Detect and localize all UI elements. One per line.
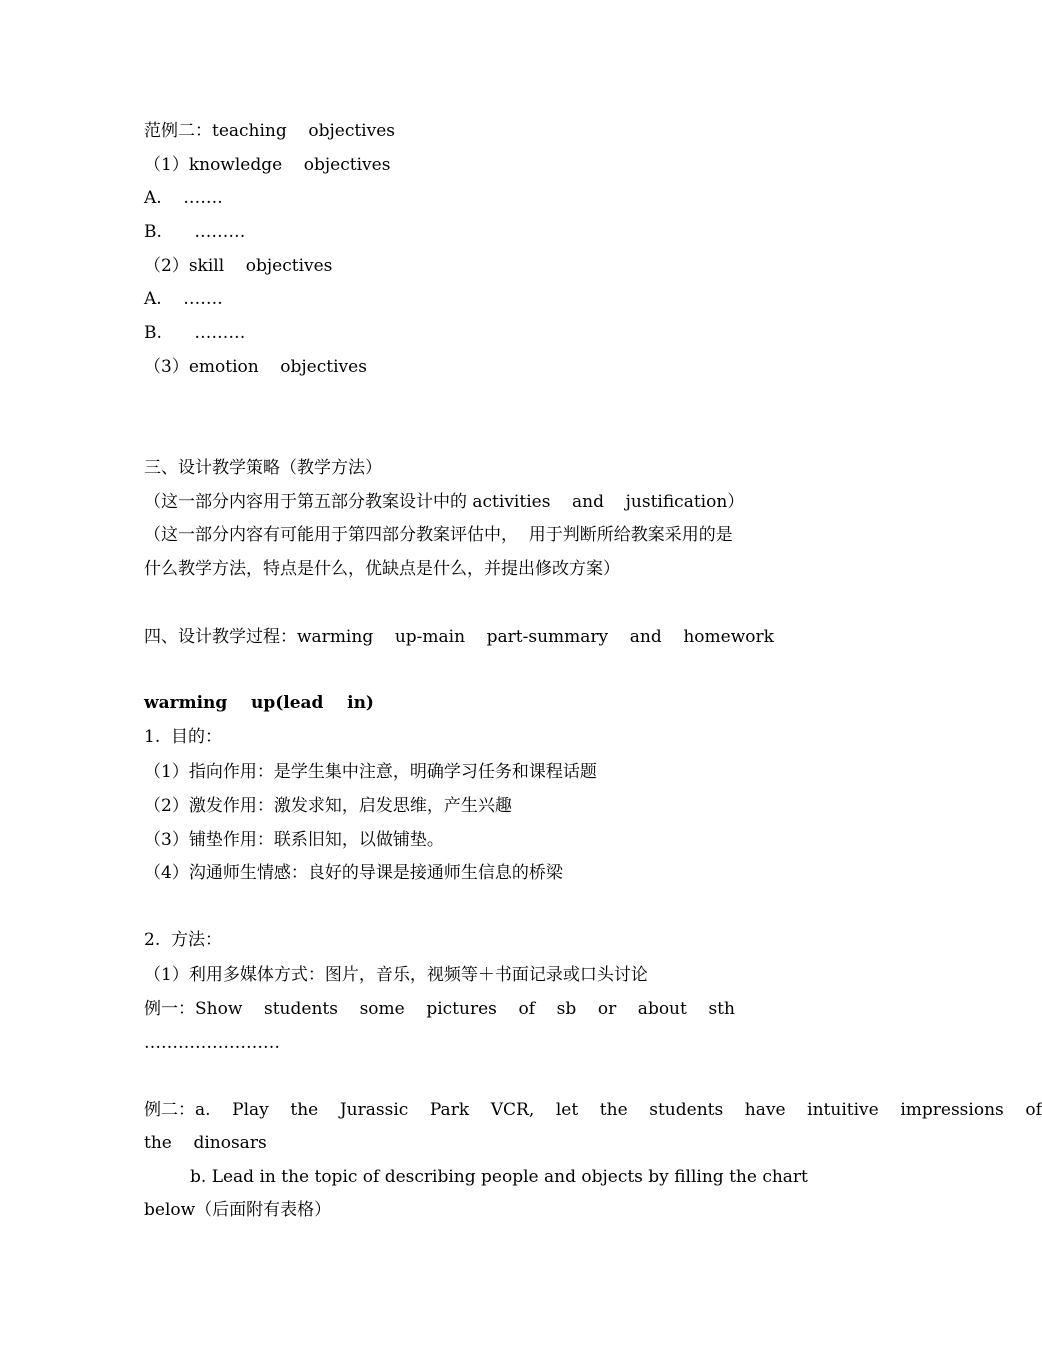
knowledge-item-b: B. ………: [144, 222, 246, 242]
purpose-item-2: （2）激发作用：激发求知，启发思维，产生兴趣: [144, 796, 512, 816]
purpose-item-3: （3）铺垫作用：联系旧知，以做铺垫。: [144, 830, 444, 850]
section3-note-evaluation-line2: 什么教学方法，特点是什么，优缺点是什么，并提出修改方案）: [144, 559, 620, 579]
knowledge-objectives-heading: （1）knowledge objectives: [144, 155, 391, 175]
method-heading: 2. 方法：: [144, 930, 223, 950]
example2b-line2: below（后面附有表格）: [144, 1200, 332, 1220]
example1-line: 例一：Show students some pictures of sb or about sth: [144, 999, 735, 1019]
emotion-objectives-heading: （3）emotion objectives: [144, 357, 367, 377]
example2a-line2: the dinosars: [144, 1133, 267, 1153]
example1-dots: ……………………: [144, 1033, 280, 1053]
skill-item-a: A. …….: [144, 289, 223, 309]
method-item-1: （1）利用多媒体方式：图片，音乐，视频等＋书面记录或口头讨论: [144, 965, 648, 985]
section4-title: 四、设计教学过程：warming up-main part-summary and homework: [144, 627, 774, 647]
example2b-line1: b. Lead in the topic of describing people and objects by filling the chart: [190, 1167, 808, 1187]
purpose-item-1: （1）指向作用：是学生集中注意，明确学习任务和课程话题: [144, 762, 597, 782]
section3-title: 三、设计教学策略（教学方法）: [144, 458, 382, 478]
example2a-line1: 例二：a. Play the Jurassic Park VCR, let the students have intuitive impressions of: [144, 1100, 1042, 1120]
section3-note-activities: （这一部分内容用于第五部分教案设计中的 activities and justification）: [144, 492, 745, 512]
purpose-heading: 1. 目的：: [144, 727, 223, 747]
section3-note-evaluation-line1: （这一部分内容有可能用于第四部分教案评估中， 用于判断所给教案采用的是: [144, 525, 733, 545]
skill-item-b: B. ………: [144, 323, 246, 343]
purpose-item-4: （4）沟通师生情感：良好的导课是接通师生信息的桥梁: [144, 863, 563, 883]
skill-objectives-heading: （2）skill objectives: [144, 256, 333, 276]
knowledge-item-a: A. …….: [144, 188, 223, 208]
warming-up-heading: warming up(lead in): [144, 693, 374, 713]
example2-heading: 范例二：teaching objectives: [144, 121, 396, 141]
